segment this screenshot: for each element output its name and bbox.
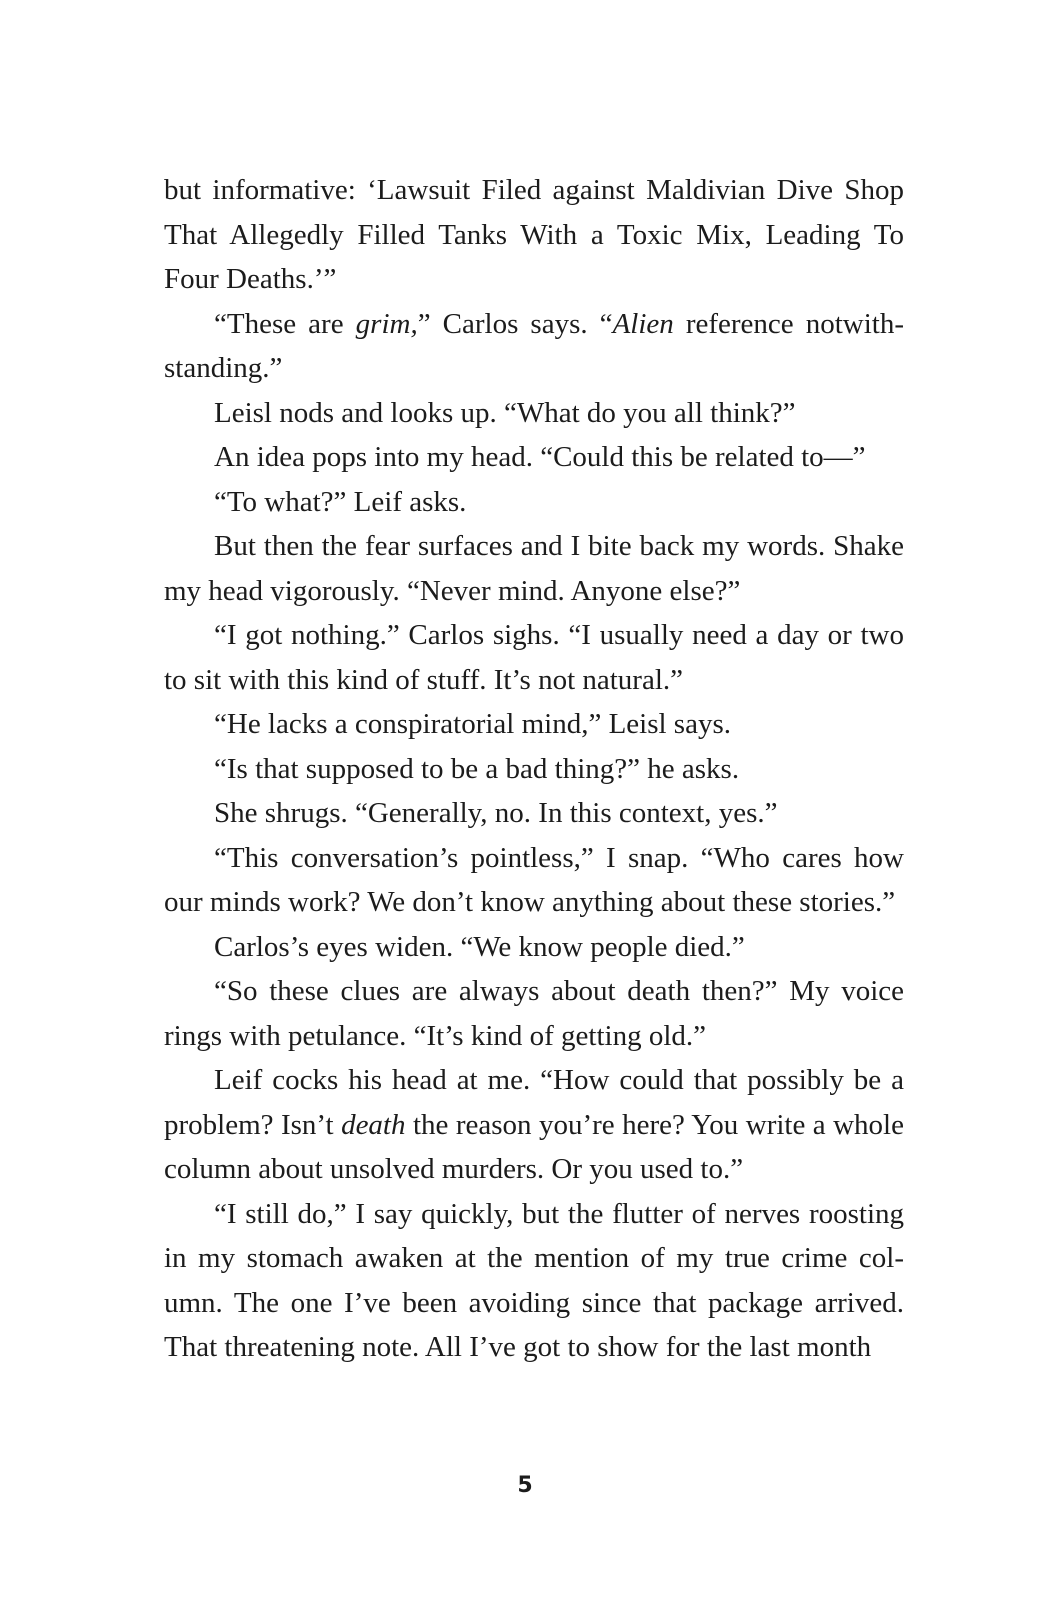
italic-text: Alien [612, 307, 674, 340]
text-run: “This conversation’s pointless,” I snap. “Who cares how our minds work? We don’t know anything about these stories.” [164, 841, 904, 918]
text-run: reference notwithstanding.” [164, 307, 905, 384]
paragraph [164, 302, 904, 391]
paragraph [164, 791, 904, 836]
paragraph [164, 480, 904, 525]
paragraph [164, 1058, 904, 1192]
paragraph [164, 168, 904, 302]
text-run: “So these clues are always about death then?” My voice rings with petulance. “It’s kind of getting old.” [164, 975, 904, 1052]
paragraph [164, 969, 904, 1058]
page-number: 5 [517, 1473, 533, 1498]
paragraph [164, 702, 904, 747]
paragraph [164, 524, 904, 613]
text-run: ” Carlos says. “ [417, 307, 613, 340]
text-run: Carlos’s eyes widen. “We know people died.” [214, 930, 745, 963]
paragraph [164, 836, 904, 925]
text-run: “I got nothing.” Carlos sighs. “I usually need a day or two to sit with this kind of stuff. It’s not natural.” [164, 619, 904, 696]
italic-text: grim, [355, 307, 418, 340]
text-run: But then the fear surfaces and I bite back my words. Shake my head vigorously. “Never mind. Anyone else?” [164, 530, 904, 607]
body-text [164, 168, 904, 1370]
text-run: An idea pops into my head. “Could this be related to—” [214, 441, 866, 473]
text-run: but informative: ‘Lawsuit Filed against Maldivian Dive Shop That Allegedly Filled Tanks With a Toxic Mix, Leading To Four Deaths.’” [164, 174, 904, 295]
italic-text: death [341, 1108, 406, 1141]
paragraph [164, 1192, 904, 1370]
paragraph [164, 925, 904, 970]
text-run: “These are [214, 307, 356, 340]
paragraph [164, 435, 904, 480]
text-run: the reason you’re here? You write a whole column about unsolved murders. Or you used to.” [164, 1108, 904, 1185]
text-run: She shrugs. “Generally, no. In this context, yes.” [214, 797, 778, 829]
paragraph [164, 613, 904, 702]
paragraph [164, 747, 904, 792]
text-run: “To what?” Leif asks. [214, 485, 467, 518]
text-run: “He lacks a conspiratorial mind,” Leisl says. [214, 708, 732, 740]
text-run: “I still do,” I say quickly, but the flutter of nerves roosting in my stomach awaken at the mention of my true crime column. The one I’ve been avoiding since that package arrived. That threatening note. All I’ve got to show for the last month [164, 1197, 904, 1363]
text-run: “Is that supposed to be a bad thing?” he asks. [214, 752, 740, 785]
text-run: Leisl nods and looks up. “What do you all think?” [214, 396, 796, 429]
text-run: Leif cocks his head at me. “How could that possibly be a problem? Isn’t [164, 1064, 904, 1141]
paragraph [164, 391, 904, 436]
